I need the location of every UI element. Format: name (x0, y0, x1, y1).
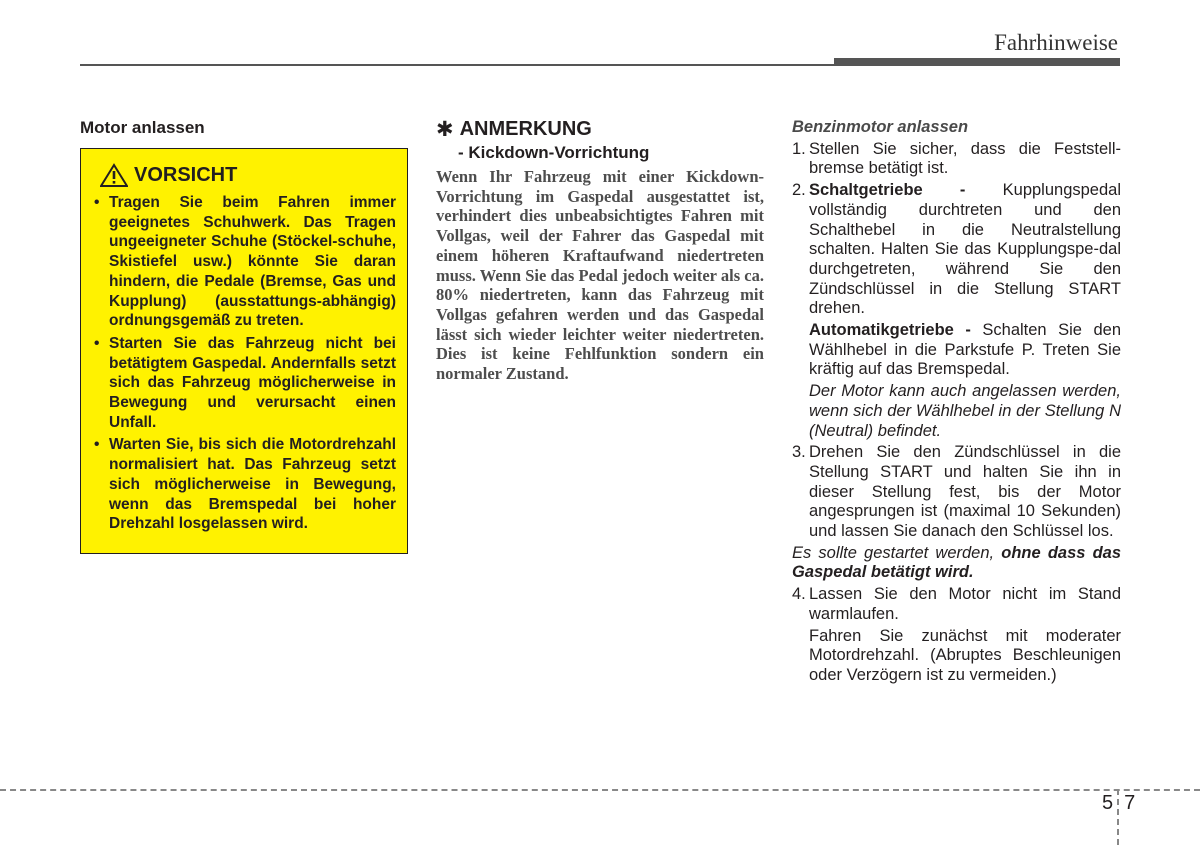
step-number: 3. (792, 443, 806, 462)
step-text: Stellen Sie sicher, dass die Feststell-bremse betätigt ist. (809, 139, 1121, 178)
warning-triangle-icon (100, 163, 128, 187)
warning-box (80, 148, 408, 554)
page-header-title: Fahrhinweise (994, 30, 1118, 55)
gas-pedal-note-text: Es sollte gestartet werden, (792, 543, 1002, 562)
header-rule (80, 64, 840, 66)
footer-divider (0, 789, 1200, 791)
automatic-gearbox-label: Automatikgetriebe - (809, 321, 971, 340)
warning-list (92, 193, 396, 534)
right-column (792, 118, 1121, 688)
automatic-gearbox-note: Der Motor kann auch angelassen werden, wenn sich der Wählhebel in der Stellung N (Neutral) befindet. (809, 382, 1121, 440)
left-column (80, 118, 408, 554)
gas-pedal-note (792, 544, 1121, 583)
middle-column (436, 118, 764, 384)
automatic-gearbox-text: Schalten Sie den Wählhebel in die Parkstufe P. Treten Sie kräftig auf das Bremspedal. (809, 321, 1122, 379)
step-text (809, 181, 1121, 319)
manual-gearbox-text: Kupplungspedal vollständig durchtreten und den Schalthebel in die Neutralstellung schalten. Halten Sie das Kupplungspe-dal durchgetreten, während Sie den Zündschlüssel in die Stellung START drehen. (809, 181, 1121, 318)
warning-item: • Tragen Sie beim Fahren immer geeignetes Schuhwerk. Das Tragen ungeeigneter Schuhe (Stöckel-schuhe, Skistiefel usw.) könnte Sie daran hindern, die Pedale (Bremse, Gas und Kupplung) (ausstattungs-abhängig) ordnungsgemäß zu treten. (92, 193, 396, 331)
note-body: Wenn Ihr Fahrzeug mit einer Kickdown-Vorrichtung im Gaspedal ausgestattet ist, verhindert dies unbeabsichtigtes Fahren mit Vollgas, weil der Fahrer das Gaspedal mit einem höheren Kraftaufwand niedertreten muss. Wenn Sie das Pedal jedoch weiter als ca. 80% niedertreten, kann das Fahrzeug mit Vollgas gefahren werden und das Gaspedal lässt sich wieder leichter weiter niedertreten. Dies ist keine Fehlfunktion sondern ein normaler Zustand. (436, 167, 764, 384)
step-text: Drehen Sie den Zündschlüssel in die Stellung START und halten Sie ihn in dieser Stellung fest, bis der Motor angesprungen ist (maximal 10 Sekunden) und lassen Sie danach den Schlüssel los. (809, 443, 1121, 541)
note-subtitle: - Kickdown-Vorrichtung (458, 143, 650, 162)
subsection-title: Benzinmotor anlassen (792, 118, 969, 136)
step-number: 4. (792, 585, 806, 604)
gas-pedal-note-emphasis: ohne dass das Gaspedal betätigt wird. (792, 543, 1122, 582)
section-heading: Motor anlassen (80, 118, 205, 137)
warning-item: • Warten Sie, bis sich die Motordrehzahl normalisiert hat. Das Fahrzeug setzt sich möglicherweise in Bewegung, wenn das Bremspedal bei hoher Drehzahl losgelassen wird. (92, 435, 396, 534)
warning-item: • Starten Sie das Fahrzeug nicht bei betätigtem Gaspedal. Andernfalls setzt sich das Fahrzeug möglicherweise in Bewegung und verursacht einen Unfall. (92, 334, 396, 433)
step-number: 1. (792, 139, 806, 158)
step-number: 2. (792, 181, 806, 200)
step-4-extra: Fahren Sie zunächst mit moderater Motordrehzahl. (Abruptes Beschleunigen oder Verzögern ist zu vermeiden.) (809, 626, 1121, 684)
chapter-number: 5 (1102, 792, 1114, 814)
note-title: ANMERKUNG (459, 118, 592, 140)
header-rule-thick (834, 58, 1120, 66)
automatic-gearbox-paragraph (809, 321, 1121, 380)
step-text: Lassen Sie den Motor nicht im Stand warmlaufen. (809, 585, 1121, 623)
manual-gearbox-label: Schaltgetriebe - (809, 181, 966, 200)
page-number-separator (1117, 789, 1119, 845)
step-2 (792, 181, 1121, 319)
step-3 (792, 443, 1121, 542)
warning-title: VORSICHT (134, 163, 238, 186)
note-star-icon: ✱ (436, 117, 454, 141)
note-header (436, 118, 764, 141)
step-1 (792, 140, 1121, 179)
page-index: 7 (1124, 792, 1136, 814)
warning-header (92, 163, 396, 187)
step-4 (792, 585, 1121, 624)
